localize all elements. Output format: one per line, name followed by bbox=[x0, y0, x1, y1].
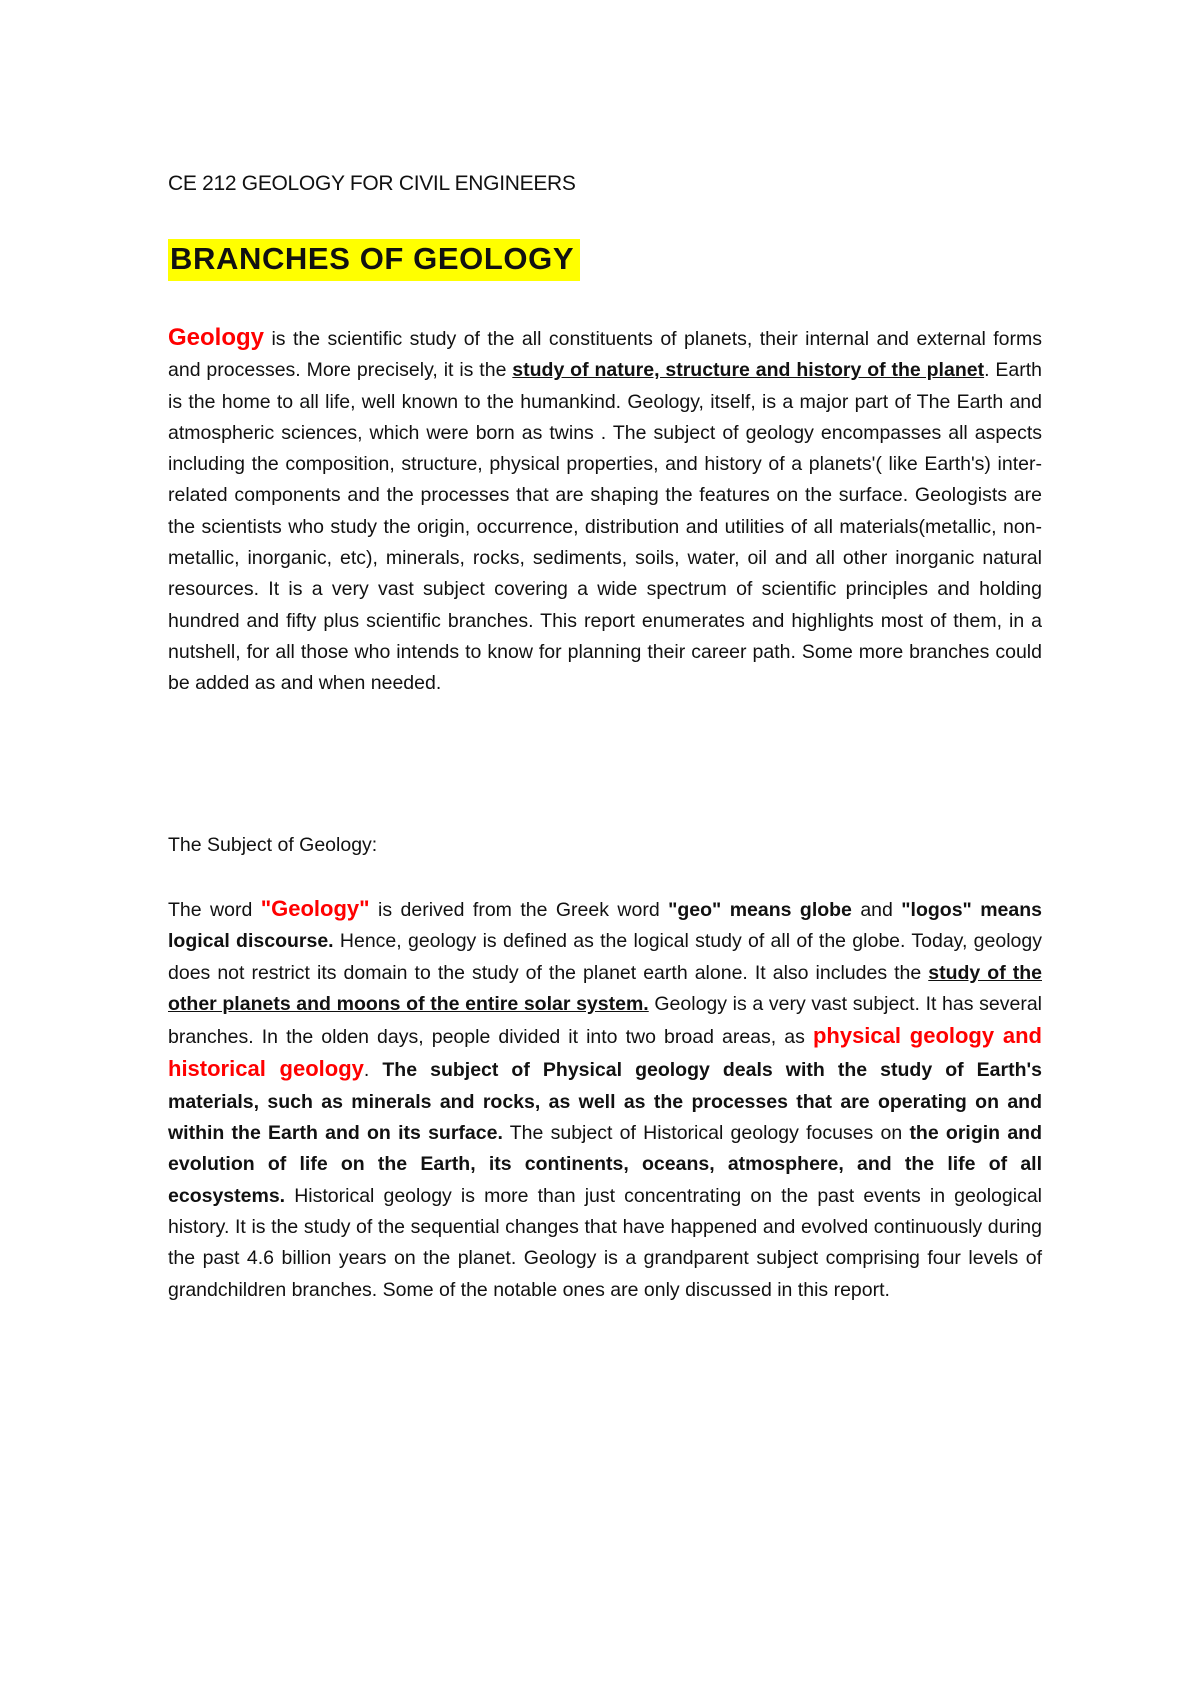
study-other-planets: study of the other planets and moons of the entire solar system. bbox=[168, 961, 1042, 1015]
logos-word: "logos" bbox=[901, 899, 972, 921]
geology-term: Geology bbox=[168, 324, 265, 351]
course-title: CE 212 GEOLOGY FOR CIVIL ENGINEERS bbox=[168, 172, 576, 195]
body-text-2: is derived from the Greek word bbox=[369, 899, 669, 921]
subject-label: The Subject of Geology: bbox=[168, 834, 378, 856]
body-paragraph bbox=[168, 893, 1042, 1306]
intro-paragraph bbox=[168, 322, 1042, 700]
physical-geology-description: The subject of Physical geology deals with the study of Earth's materials, such as minerals and rocks, as well as the processes that are operating on and within the Earth and on its surface. bbox=[168, 1059, 1043, 1145]
geology-quoted: "Geology" bbox=[260, 896, 370, 921]
body-text-7: The subject of Historical geology focuses on bbox=[502, 1122, 910, 1145]
geo-word: "geo" bbox=[668, 899, 722, 921]
intro-text-1: is the scientific study of the all constituents of planets, their internal and external forms and processes. More precisely, it is the bbox=[168, 328, 1042, 382]
body-text-1: The word bbox=[168, 899, 261, 921]
means-logical: means logical discourse. bbox=[168, 899, 1043, 953]
body-text-8: Historical geology is more than just concentrating on the past events in geological history. It is the study of the sequential changes that have happened and evolved continuously during the past 4.6 billion years on the planet. Geology is a grandparent subject comprising four levels of grandchildren branches. Some of the notable ones are only discussed in this report. bbox=[168, 1184, 1042, 1301]
historical-geology-focus: the origin and evolution of life on the Earth, its continents, oceans, atmosphere, and the life of all ecosystems. bbox=[168, 1122, 1042, 1207]
body-text-5: Geology is a very vast subject. It has several branches. In the olden days, people divided it into two broad areas, as bbox=[168, 992, 1042, 1049]
physical-historical-geology: physical geology and historical geology bbox=[168, 1023, 1042, 1082]
intro-emphasis: study of nature, structure and history of the planet bbox=[512, 359, 985, 382]
intro-text-2: . Earth is the home to all life, well known to the humankind. Geology, itself, is a major part of The Earth and atmospheric sciences, which were born as twins . The subject of geology encompasses all aspects including the composition, structure, physical properties, and history of a planets'( like Earth's) inter-related components and the processes that are shaping the features on the surface. Geologists are the scientists who study the origin, occurrence, distribution and utilities of all materials(metallic, non-metallic, inorganic, etc), minerals, rocks, sediments, soils, water, oil and all other inorganic natural resources. It is a very vast subject covering a wide spectrum of scientific principles and holding hundred and fifty plus scientific branches. This report enumerates and highlights most of them, in a nutshell, for all those who intends to know for planning their career path. Some more branches could be added as and when needed. bbox=[168, 359, 1042, 695]
body-text-6: . bbox=[363, 1059, 383, 1082]
means-globe: means globe bbox=[721, 899, 852, 921]
body-text-3: and bbox=[851, 899, 902, 921]
section-heading: BRANCHES OF GEOLOGY bbox=[168, 239, 580, 281]
body-text-4: Hence, geology is defined as the logical study of all of the globe. Today, geology does not restrict its domain to the study of the planet earth alone. It also includes the bbox=[168, 930, 1042, 984]
